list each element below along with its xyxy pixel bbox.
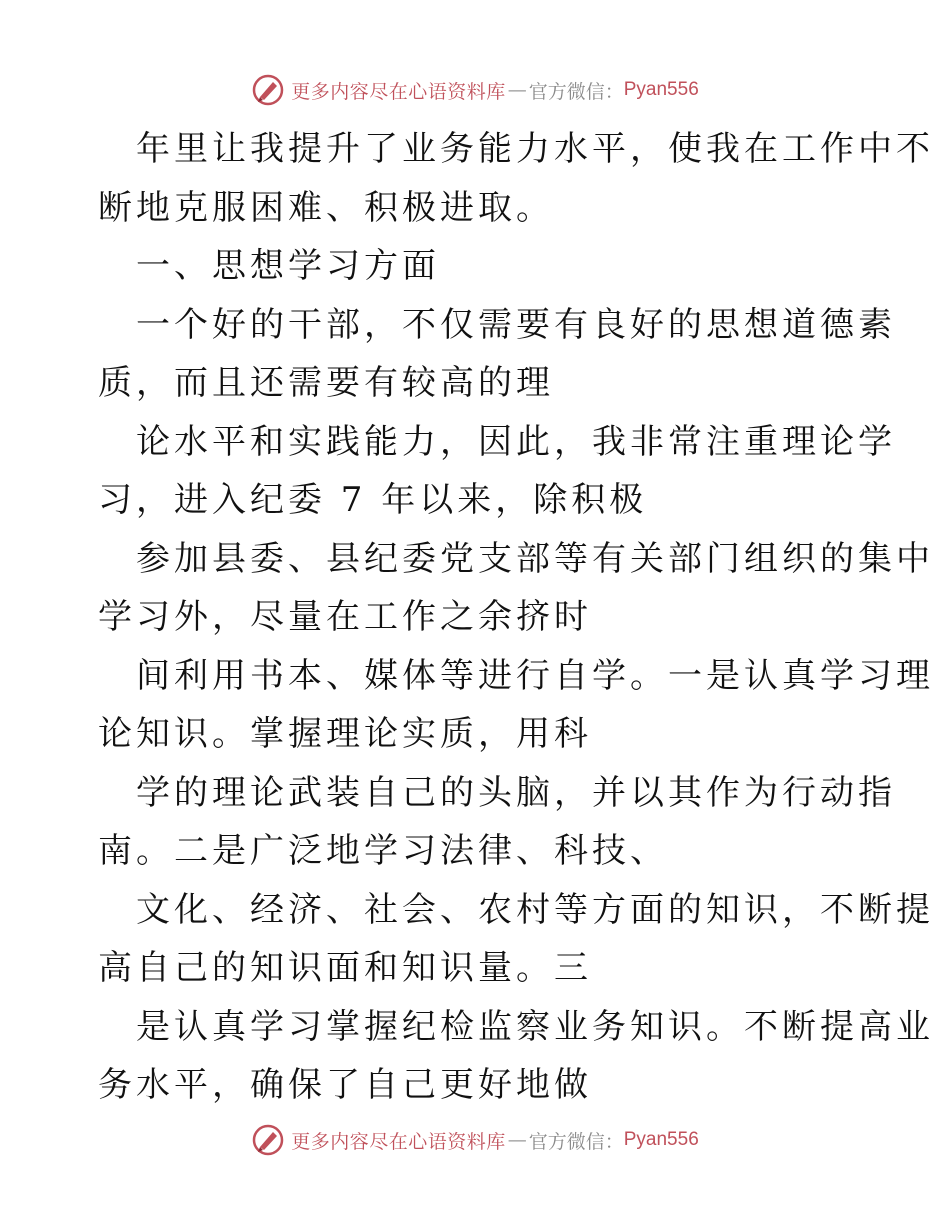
banner-wechat-label: 官方微信：	[528, 80, 624, 103]
brand-logo-icon	[251, 73, 285, 107]
body-line: 高自己的知识面和知识量。三	[98, 948, 592, 988]
body-line: 学的理论武装自己的头脑，并以其作为行动指	[136, 772, 896, 813]
body-line: 文化、经济、社会、农村等方面的知识，不断提	[136, 889, 934, 930]
body-line: 一个好的干部，不仅需要有良好的思想道德素	[136, 304, 896, 345]
banner-wechat-label: 官方微信：	[528, 1130, 624, 1153]
body-line: 南。二是广泛地学习法律、科技、	[98, 831, 668, 871]
body-line: 学习外，尽量在工作之余挤时	[98, 597, 592, 637]
header-banner	[0, 72, 950, 108]
body-line: 断地克服困难、积极进取。	[98, 187, 554, 228]
body-line: 论水平和实践能力，因此，我非常注重理论学	[136, 421, 896, 462]
body-line: 务水平，确保了自己更好地做	[98, 1065, 592, 1105]
banner-dash: —	[507, 1129, 527, 1151]
body-line: 间利用书本、媒体等进行自学。一是认真学习理	[136, 655, 934, 696]
body-line: 是认真学习掌握纪检监察业务知识。不断提高业	[136, 1006, 934, 1047]
banner-brand-text: 更多内容尽在心语资料库	[291, 1130, 506, 1153]
section-heading: 一、思想学习方面	[136, 246, 440, 286]
banner-dash: —	[507, 79, 527, 101]
banner-wechat-id: Pyan556	[623, 1129, 699, 1150]
banner-brand-text: 更多内容尽在心语资料库	[291, 80, 506, 103]
brand-logo-icon	[251, 1123, 285, 1157]
body-line: 论知识。掌握理论实质，用科	[98, 714, 592, 754]
body-line: 质，而且还需要有较高的理	[98, 363, 554, 403]
body-line: 年里让我提升了业务能力水平，使我在工作中不	[136, 129, 934, 169]
document-body	[98, 120, 934, 1115]
banner-wechat-id: Pyan556	[623, 79, 699, 100]
body-line: 参加县委、县纪委党支部等有关部门组织的集中	[136, 538, 934, 579]
body-line: 习，进入纪委 7 年以来，除积极	[98, 480, 648, 520]
footer-banner	[0, 1122, 950, 1158]
